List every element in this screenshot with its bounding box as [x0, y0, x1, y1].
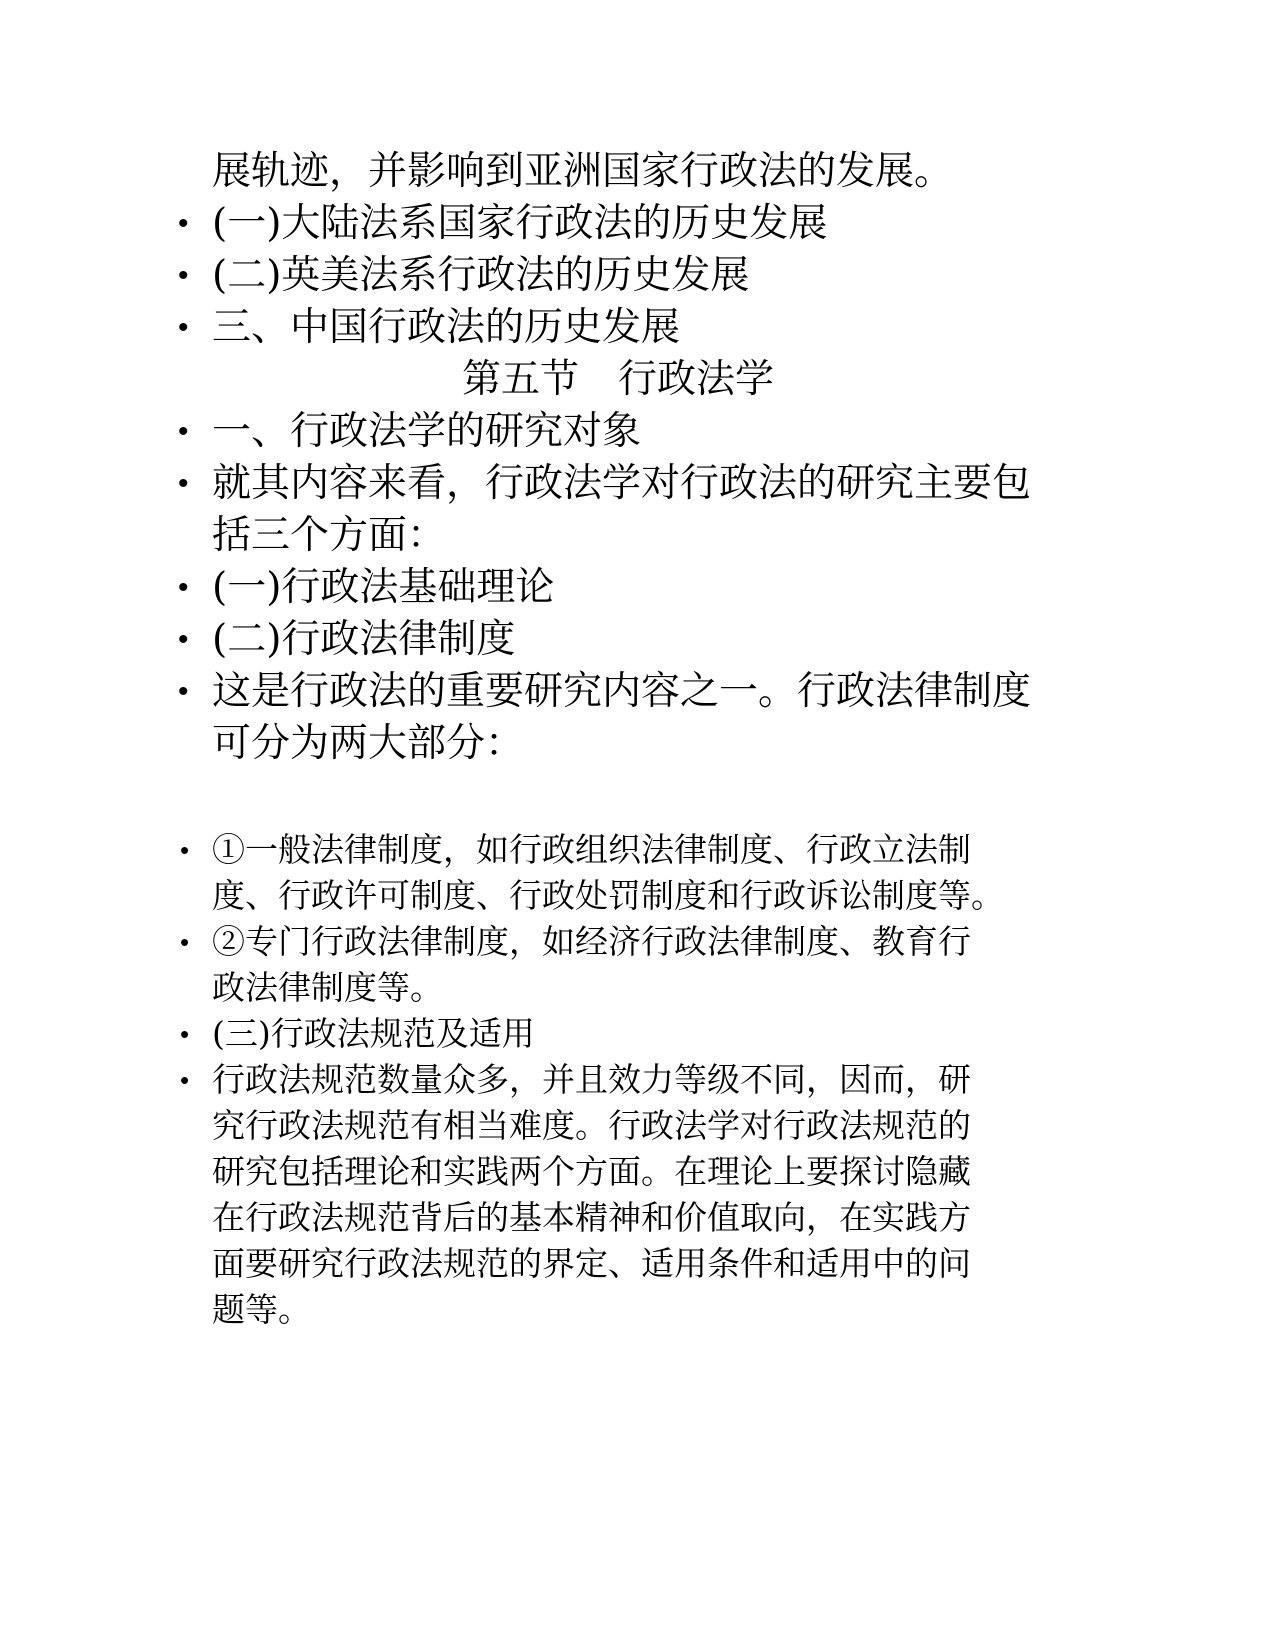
- paragraph-line: 这是行政法的重要研究内容之一。行政法律制度: [212, 669, 1032, 714]
- list-item-anglo-american-law: (二)英美法系行政法的历史发展: [212, 253, 750, 298]
- list-item-china-law-history: 三、中国行政法的历史发展: [212, 305, 681, 350]
- bullet-marker: •: [178, 259, 189, 292]
- paragraph-line: 题等。: [212, 1290, 311, 1329]
- bullet-marker: •: [178, 571, 189, 604]
- paragraph-line: ①一般法律制度，如行政组织法律制度、行政立法制: [212, 830, 971, 869]
- paragraph-line: 在行政法规范背后的基本精神和价值取向，在实践方: [212, 1198, 971, 1237]
- text-line-continuation: 展轨迹，并影响到亚洲国家行政法的发展。: [212, 149, 954, 194]
- list-item-research-object: 一、行政法学的研究对象: [212, 409, 642, 454]
- list-item-mainland-law: (一)大陆法系国家行政法的历史发展: [212, 201, 828, 246]
- bullet-marker: •: [178, 623, 189, 656]
- paragraph-line: 行政法规范数量众多，并且效力等级不同，因而，研: [212, 1060, 971, 1099]
- bullet-marker: •: [180, 1065, 190, 1095]
- bullet-marker: •: [178, 467, 189, 500]
- list-item-legal-system: (二)行政法律制度: [212, 617, 516, 662]
- list-item-basic-theory: (一)行政法基础理论: [212, 565, 555, 610]
- bullet-marker: •: [178, 675, 189, 708]
- paragraph-line: 就其内容来看，行政法学对行政法的研究主要包: [212, 461, 1032, 506]
- bullet-marker: •: [178, 415, 189, 448]
- paragraph-line: 度、行政许可制度、行政处罚制度和行政诉讼制度等。: [212, 876, 1004, 915]
- bullet-marker: •: [178, 207, 189, 240]
- bullet-marker: •: [180, 1019, 190, 1049]
- paragraph-line: 研究包括理论和实践两个方面。在理论上要探讨隐藏: [212, 1152, 971, 1191]
- paragraph-line: 政法律制度等。: [212, 968, 443, 1007]
- section-heading: 第五节 行政法学: [462, 357, 775, 402]
- bullet-marker: •: [180, 835, 190, 865]
- paragraph-line: 面要研究行政法规范的界定、适用条件和适用中的问: [212, 1244, 971, 1283]
- list-item-norms-application: (三)行政法规范及适用: [212, 1014, 535, 1053]
- bullet-marker: •: [178, 311, 189, 344]
- paragraph-line: 括三个方面：: [212, 513, 447, 558]
- bullet-marker: •: [180, 927, 190, 957]
- paragraph-line: 可分为两大部分：: [212, 721, 525, 766]
- paragraph-line: 究行政法规范有相当难度。行政法学对行政法规范的: [212, 1106, 971, 1145]
- paragraph-line: ②专门行政法律制度，如经济行政法律制度、教育行: [212, 922, 971, 961]
